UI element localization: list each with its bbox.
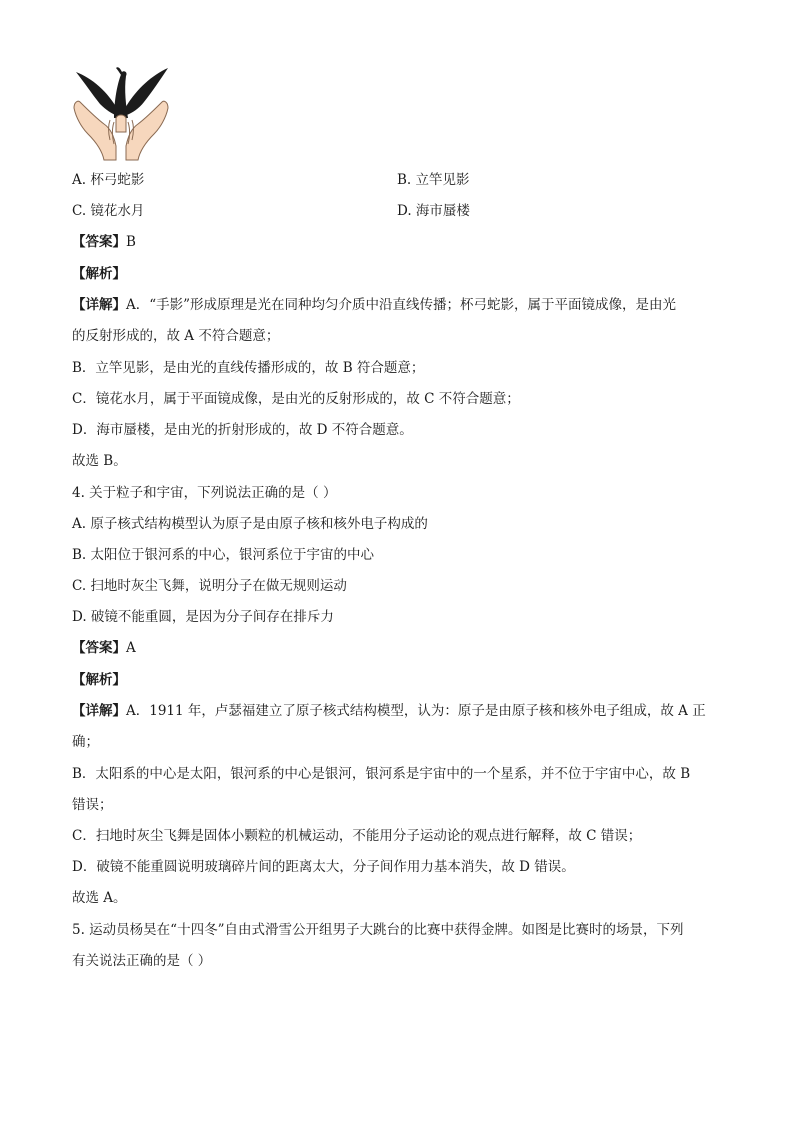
q5-stem-line-2: 有关说法正确的是（ ）	[72, 953, 212, 969]
q4-conclusion: 故选 A。	[72, 890, 127, 906]
q4-option-d: D. 破镜不能重圆，是因为分子间存在排斥力	[72, 609, 334, 625]
q4-detail-line-3: B．太阳系的中心是太阳，银河系的中心是银河，银河系是宇宙中的一个星系，并不位于宇宙中心，故 B	[72, 766, 691, 782]
q4-detail-tag: 【详解】	[72, 703, 126, 719]
joined-fingertips	[116, 115, 126, 132]
q3-answer-tag: 【答案】	[72, 234, 126, 250]
q3-conclusion: 故选 B。	[72, 453, 127, 469]
bird-shadow-neck	[116, 67, 122, 76]
q4-detail-line-6: D．破镜不能重圆说明玻璃碎片间的距离太大，分子间作用力基本消失，故 D 错误。	[72, 859, 575, 875]
q3-detail-line-5: D．海市蜃楼，是由光的折射形成的，故 D 不符合题意。	[72, 422, 413, 438]
q3-answer-value: B	[126, 234, 136, 250]
q3-answer-line	[72, 232, 136, 252]
q4-detail-line-1: 【详解】A．1911 年，卢瑟福建立了原子核式结构模型，认为：原子是由原子核和核外电子组成，故 A 正	[72, 703, 706, 719]
q4-answer-line	[72, 638, 136, 658]
q3-detail-tag: 【详解】	[72, 297, 126, 313]
q3-option-d: D. 海市蜃楼	[397, 203, 470, 219]
q4-option-c: C. 扫地时灰尘飞舞，说明分子在做无规则运动	[72, 578, 347, 594]
q3-option-a: A. 杯弓蛇影	[72, 172, 145, 188]
q3-option-c: C. 镜花水月	[72, 203, 145, 219]
q4-detail-line-2: 确；	[72, 734, 99, 750]
q4-answer-value: A	[126, 640, 136, 656]
q4-stem: 4. 关于粒子和宇宙，下列说法正确的是（ ）	[72, 485, 337, 501]
q4-detail-line-5: C．扫地时灰尘飞舞是固体小颗粒的机械运动，不能用分子运动论的观点进行解释，故 C 错误；	[72, 828, 642, 844]
q5-stem-line-1: 5. 运动员杨昊在“十四冬”自由式滑雪公开组男子大跳台的比赛中获得金牌。如图是比赛时的场景，下列	[72, 922, 684, 938]
q3-option-b: B. 立竿见影	[397, 172, 470, 188]
q3-detail-line-2: 的反射形成的，故 A 不符合题意；	[72, 328, 280, 344]
q3-analysis-tag: 【解析】	[72, 266, 126, 282]
q3-detail-line-4: C．镜花水月，属于平面镜成像，是由光的反射形成的，故 C 不符合题意；	[72, 391, 520, 407]
q4-analysis-tag: 【解析】	[72, 672, 126, 688]
hand-shadow-bird-figure	[70, 62, 172, 162]
bird-shadow-body	[114, 71, 128, 118]
q4-option-b: B. 太阳位于银河系的中心，银河系位于宇宙的中心	[72, 547, 375, 563]
q4-answer-tag: 【答案】	[72, 640, 126, 656]
q3-detail-line-1: 【详解】A．“手影”形成原理是光在同种均匀介质中沿直线传播；杯弓蛇影，属于平面镜成像，是由光	[72, 297, 677, 313]
q4-detail-line-4: 错误；	[72, 797, 113, 813]
q4-option-a: A. 原子核式结构模型认为原子是由原子核和核外电子构成的	[72, 516, 428, 532]
q3-detail-line-3: B．立竿见影，是由光的直线传播形成的，故 B 符合题意；	[72, 360, 425, 376]
